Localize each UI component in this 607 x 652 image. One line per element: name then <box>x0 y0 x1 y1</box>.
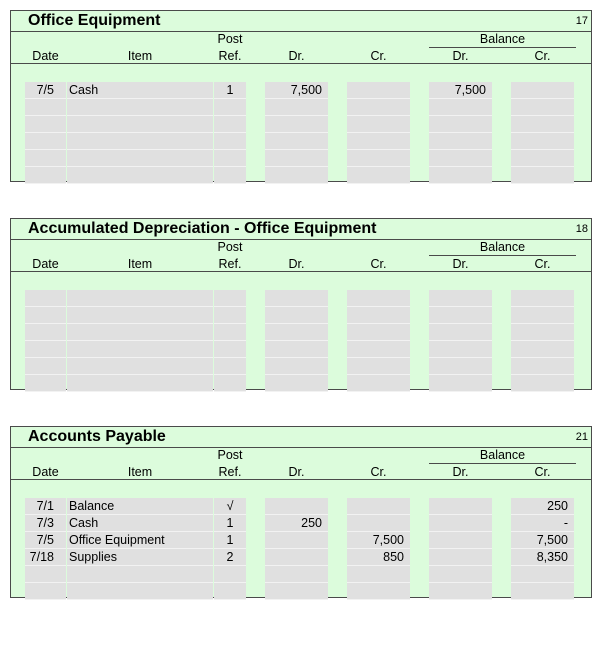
cell-bal-dr[interactable] <box>429 358 492 375</box>
ledger-accumulated-depreciation <box>10 218 592 390</box>
header-ref: Ref. <box>218 49 242 63</box>
cell-cr[interactable] <box>347 341 410 358</box>
cell-cr[interactable] <box>347 583 410 600</box>
account-number: 21 <box>575 431 588 443</box>
title-row <box>11 427 591 448</box>
cell-bal-cr[interactable] <box>511 324 574 341</box>
header-balance: Balance <box>479 32 526 46</box>
cell-date[interactable] <box>25 358 66 375</box>
cell-date[interactable] <box>25 375 66 392</box>
cell-ref[interactable] <box>214 133 246 150</box>
cell-cr[interactable] <box>347 116 410 133</box>
entry-bal-cr: 8,350 <box>536 550 568 564</box>
cell-cr[interactable] <box>347 167 410 184</box>
cell-bal-cr[interactable] <box>511 116 574 133</box>
cell-bal-dr[interactable] <box>429 116 492 133</box>
cell-date[interactable] <box>25 566 66 583</box>
account-number: 17 <box>575 15 588 27</box>
cell-bal-dr[interactable] <box>429 498 492 515</box>
cell-bal-dr[interactable] <box>429 515 492 532</box>
cell-cr[interactable] <box>347 566 410 583</box>
cell-item[interactable] <box>67 116 213 133</box>
cell-cr[interactable] <box>347 290 410 307</box>
cell-ref[interactable] <box>214 358 246 375</box>
cell-date[interactable] <box>25 583 66 600</box>
cell-date[interactable] <box>25 290 66 307</box>
header-balance: Balance <box>479 240 526 254</box>
cell-item[interactable] <box>67 150 213 167</box>
cell-date[interactable] <box>25 307 66 324</box>
header-divider <box>11 63 591 64</box>
ledger-title: Accumulated Depreciation - Office Equipment <box>28 220 377 237</box>
cell-bal-dr[interactable] <box>429 290 492 307</box>
ledger-title: Office Equipment <box>28 12 161 29</box>
cell-cr[interactable] <box>347 375 410 392</box>
cell-dr[interactable] <box>265 133 328 150</box>
cell-date[interactable] <box>25 99 66 116</box>
cell-item[interactable] <box>67 133 213 150</box>
cell-item[interactable] <box>67 99 213 116</box>
cell-dr[interactable] <box>265 307 328 324</box>
header-ref: Ref. <box>218 257 242 271</box>
entry-bal-dr: 7,500 <box>454 83 486 97</box>
header-balance-cr: Cr. <box>534 465 551 479</box>
header-dr: Dr. <box>288 49 305 63</box>
entry-date: 7/18 <box>29 550 54 564</box>
entry-date: 7/3 <box>36 516 54 530</box>
cell-bal-dr[interactable] <box>429 133 492 150</box>
ledger-accounts-payable <box>10 426 592 598</box>
cell-date[interactable] <box>25 150 66 167</box>
entry-ref: 1 <box>226 83 234 97</box>
header-cr: Cr. <box>370 465 387 479</box>
cell-bal-cr[interactable] <box>511 375 574 392</box>
cell-dr[interactable] <box>265 324 328 341</box>
cell-dr[interactable] <box>265 549 328 566</box>
cell-item[interactable] <box>67 324 213 341</box>
cell-dr[interactable] <box>265 290 328 307</box>
header-date: Date <box>32 257 59 271</box>
header-item: Item <box>127 49 153 63</box>
entry-item: Balance <box>69 499 115 513</box>
cell-dr[interactable] <box>265 583 328 600</box>
entry-bal-cr: - <box>563 516 568 530</box>
entry-item: Cash <box>69 83 99 97</box>
entry-item: Supplies <box>69 550 117 564</box>
title-row <box>11 219 591 240</box>
cell-ref[interactable] <box>214 583 246 600</box>
cell-bal-cr[interactable] <box>511 566 574 583</box>
header-post: Post <box>217 448 243 462</box>
cell-bal-dr[interactable] <box>429 375 492 392</box>
cell-dr[interactable] <box>265 498 328 515</box>
cell-date[interactable] <box>25 341 66 358</box>
cell-dr[interactable] <box>265 116 328 133</box>
cell-item[interactable] <box>67 583 213 600</box>
entry-date: 7/1 <box>36 499 54 513</box>
header-balance-cr: Cr. <box>534 49 551 63</box>
cell-date[interactable] <box>25 133 66 150</box>
header-balance-dr: Dr. <box>452 465 469 479</box>
entry-bal-cr: 250 <box>547 499 568 513</box>
header-dr: Dr. <box>288 257 305 271</box>
entry-ref: 1 <box>226 516 234 530</box>
cell-ref[interactable] <box>214 167 246 184</box>
entry-date: 7/5 <box>36 533 54 547</box>
cell-bal-cr[interactable] <box>511 99 574 116</box>
cell-bal-cr[interactable] <box>511 290 574 307</box>
cell-cr[interactable] <box>347 99 410 116</box>
cell-cr[interactable] <box>347 324 410 341</box>
header-item: Item <box>127 465 153 479</box>
cell-cr[interactable] <box>347 358 410 375</box>
header-balance-dr: Dr. <box>452 49 469 63</box>
header-ref: Ref. <box>218 465 242 479</box>
header-post: Post <box>217 240 243 254</box>
title-row <box>11 11 591 32</box>
entry-date: 7/5 <box>36 83 54 97</box>
cell-cr[interactable] <box>347 307 410 324</box>
entry-ref: 2 <box>226 550 234 564</box>
cell-bal-dr[interactable] <box>429 99 492 116</box>
cell-date[interactable] <box>25 324 66 341</box>
cell-bal-cr[interactable] <box>511 133 574 150</box>
cell-date[interactable] <box>25 116 66 133</box>
entry-bal-cr: 7,500 <box>536 533 568 547</box>
ledger-office-equipment <box>10 10 592 182</box>
header-cr: Cr. <box>370 257 387 271</box>
cell-bal-dr[interactable] <box>429 566 492 583</box>
cell-ref[interactable] <box>214 566 246 583</box>
cell-bal-dr[interactable] <box>429 583 492 600</box>
cell-ref[interactable] <box>214 116 246 133</box>
cell-bal-dr[interactable] <box>429 167 492 184</box>
cell-bal-cr[interactable] <box>511 307 574 324</box>
entry-dr: 7,500 <box>290 83 322 97</box>
entry-item: Cash <box>69 516 99 530</box>
entry-ref: 1 <box>226 533 234 547</box>
cell-ref[interactable] <box>214 324 246 341</box>
cell-item[interactable] <box>67 566 213 583</box>
balance-underline <box>429 463 576 464</box>
entry-item: Office Equipment <box>69 533 165 547</box>
header-divider <box>11 479 591 480</box>
cell-bal-dr[interactable] <box>429 341 492 358</box>
header-balance-cr: Cr. <box>534 257 551 271</box>
cell-bal-dr[interactable] <box>429 307 492 324</box>
cell-item[interactable] <box>67 341 213 358</box>
cell-bal-dr[interactable] <box>429 549 492 566</box>
cell-bal-cr[interactable] <box>511 82 574 99</box>
cell-bal-cr[interactable] <box>511 167 574 184</box>
cell-item[interactable] <box>67 307 213 324</box>
cell-ref[interactable] <box>214 99 246 116</box>
cell-cr[interactable] <box>347 82 410 99</box>
cell-bal-dr[interactable] <box>429 150 492 167</box>
cell-item[interactable] <box>67 375 213 392</box>
cell-ref[interactable] <box>214 375 246 392</box>
cell-dr[interactable] <box>265 532 328 549</box>
cell-bal-cr[interactable] <box>511 583 574 600</box>
cell-dr[interactable] <box>265 375 328 392</box>
ledger-title: Accounts Payable <box>28 428 166 445</box>
balance-underline <box>429 255 576 256</box>
entry-cr: 7,500 <box>372 533 404 547</box>
cell-dr[interactable] <box>265 341 328 358</box>
cell-dr[interactable] <box>265 99 328 116</box>
header-balance: Balance <box>479 448 526 462</box>
cell-ref[interactable] <box>214 341 246 358</box>
entry-dr: 250 <box>301 516 322 530</box>
cell-cr[interactable] <box>347 515 410 532</box>
header-dr: Dr. <box>288 465 305 479</box>
cell-cr[interactable] <box>347 498 410 515</box>
cell-item[interactable] <box>67 167 213 184</box>
header-date: Date <box>32 465 59 479</box>
cell-bal-cr[interactable] <box>511 341 574 358</box>
cell-item[interactable] <box>67 290 213 307</box>
header-balance-dr: Dr. <box>452 257 469 271</box>
cell-ref[interactable] <box>214 290 246 307</box>
cell-cr[interactable] <box>347 133 410 150</box>
cell-dr[interactable] <box>265 358 328 375</box>
cell-date[interactable] <box>25 167 66 184</box>
cell-ref[interactable] <box>214 307 246 324</box>
cell-dr[interactable] <box>265 167 328 184</box>
entry-ref: √ <box>226 499 234 513</box>
cell-bal-dr[interactable] <box>429 324 492 341</box>
cell-bal-cr[interactable] <box>511 358 574 375</box>
cell-bal-cr[interactable] <box>511 150 574 167</box>
cell-dr[interactable] <box>265 566 328 583</box>
header-date: Date <box>32 49 59 63</box>
header-item: Item <box>127 257 153 271</box>
cell-dr[interactable] <box>265 150 328 167</box>
cell-cr[interactable] <box>347 150 410 167</box>
entry-cr: 850 <box>383 550 404 564</box>
balance-underline <box>429 47 576 48</box>
header-divider <box>11 271 591 272</box>
cell-bal-dr[interactable] <box>429 532 492 549</box>
account-number: 18 <box>575 223 588 235</box>
cell-ref[interactable] <box>214 150 246 167</box>
cell-item[interactable] <box>67 358 213 375</box>
header-cr: Cr. <box>370 49 387 63</box>
header-post: Post <box>217 32 243 46</box>
